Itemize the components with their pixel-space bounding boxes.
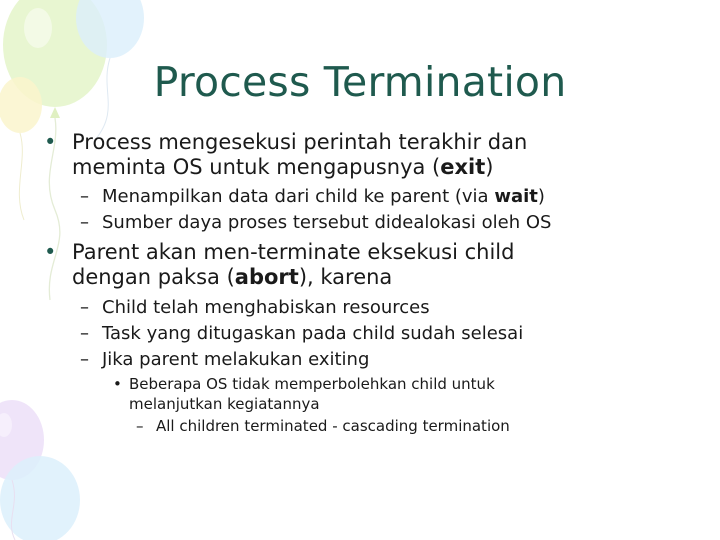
sub-item-1-1-pre: Menampilkan data dari child ke parent (via [102, 186, 495, 207]
dash-icon: – [80, 212, 89, 233]
keyword-wait: wait [494, 186, 538, 207]
bullet-1-line-2-pre: meminta OS untuk mengapusnya ( [72, 155, 441, 179]
level4-text: All children terminated - cascading termination [156, 417, 510, 435]
dash-icon: – [136, 417, 144, 435]
bullet-2-line-2-post: ), karena [298, 265, 393, 289]
level3-text-1: Beberapa OS tidak memperbolehkan child untuk [129, 375, 495, 393]
dash-icon: – [80, 323, 89, 344]
sub-item-1-1 [80, 184, 545, 210]
bullet-1-line-2-post: ) [485, 155, 494, 179]
sub-item-2-1-text: Child telah menghabiskan resources [102, 297, 430, 318]
bullet-icon: • [113, 375, 122, 393]
level4-item [136, 416, 510, 436]
bullet-2-line-2-pre: dengan paksa ( [72, 265, 235, 289]
bullet-icon: • [44, 130, 57, 154]
bullet-1-line-2 [72, 155, 493, 180]
bullet-2-line-1: Parent akan men-terminate eksekusi child [72, 240, 515, 264]
bullet-icon: • [44, 240, 57, 264]
dash-icon: – [80, 349, 89, 370]
level3-item-line-2 [113, 394, 320, 414]
keyword-abort: abort [234, 265, 299, 289]
sub-item-1-2 [80, 210, 551, 236]
sub-item-2-2-text: Task yang ditugaskan pada child sudah selesai [102, 323, 524, 344]
sub-item-2-1 [80, 295, 430, 321]
sub-item-1-1-post: ) [537, 186, 545, 207]
keyword-exit: exit [440, 155, 486, 179]
bullet-1-line-1: Process mengesekusi perintah terakhir dan [72, 130, 528, 154]
slide-title: Process Termination [153, 58, 567, 106]
dash-icon: – [80, 186, 89, 207]
bullet-2-line-2 [72, 265, 392, 290]
sub-item-2-3-text: Jika parent melakukan exiting [102, 349, 370, 370]
level3-item-line-1 [113, 374, 495, 394]
sub-item-2-2 [80, 321, 523, 347]
sub-item-1-2-text: Sumber daya proses tersebut didealokasi oleh OS [102, 212, 552, 233]
dash-icon: – [80, 297, 89, 318]
level3-text-2: melanjutkan kegiatannya [129, 395, 320, 413]
sub-item-2-3 [80, 347, 369, 373]
